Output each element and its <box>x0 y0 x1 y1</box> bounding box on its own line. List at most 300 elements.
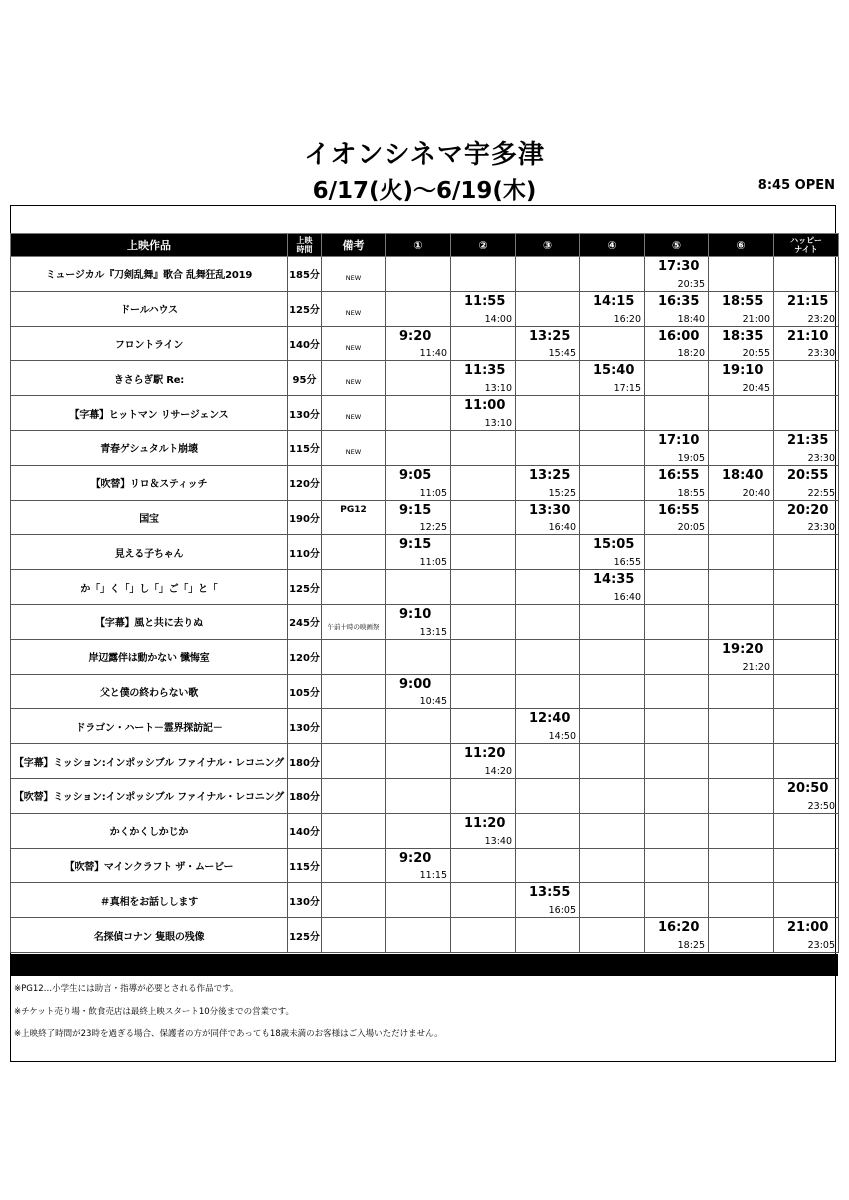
start-time: 20:55 <box>787 467 829 483</box>
showtime-cell[interactable] <box>645 291 709 326</box>
showtime-cell[interactable] <box>709 361 774 396</box>
showtime-cell <box>516 257 580 292</box>
end-time: 21:00 <box>742 313 770 325</box>
film-title: フロントライン <box>11 326 288 361</box>
start-time: 13:25 <box>529 467 571 483</box>
start-time: 9:00 <box>399 676 432 692</box>
showtime-cell <box>386 709 451 744</box>
film-title: 【字幕】ミッション:インポッシブル ファイナル・レコニング <box>11 744 288 779</box>
end-time: 20:35 <box>677 278 705 290</box>
end-time: 11:05 <box>419 487 447 499</box>
showtime-cell <box>386 639 451 674</box>
film-remarks <box>322 257 386 292</box>
showtime-cell[interactable] <box>451 744 516 779</box>
start-time: 16:20 <box>658 920 700 936</box>
film-row <box>11 848 839 883</box>
end-time: 23:50 <box>807 800 835 812</box>
film-row <box>11 361 839 396</box>
film-row <box>11 291 839 326</box>
showtime-cell[interactable] <box>451 361 516 396</box>
film-row <box>11 465 839 500</box>
film-row <box>11 744 839 779</box>
end-time: 14:50 <box>548 731 576 743</box>
remarks-badge: NEW <box>345 274 362 282</box>
showtime-cell <box>451 500 516 535</box>
film-title: 見える子ちゃん <box>11 535 288 570</box>
showtime-cell[interactable] <box>645 430 709 465</box>
showtime-cell <box>580 430 645 465</box>
film-row <box>11 709 839 744</box>
showtime-cell[interactable] <box>386 674 451 709</box>
showtime-cell[interactable] <box>709 465 774 500</box>
showtime-cell[interactable] <box>645 465 709 500</box>
remarks-badge: NEW <box>345 308 362 317</box>
showtime-cell <box>645 604 709 639</box>
end-time: 15:25 <box>548 487 576 499</box>
end-time: 20:05 <box>677 522 705 534</box>
showtime-cell <box>774 396 839 431</box>
start-time: 15:05 <box>593 537 635 553</box>
showtime-cell <box>451 535 516 570</box>
film-remarks <box>322 396 386 431</box>
showtime-cell[interactable] <box>774 430 839 465</box>
end-time: 16:55 <box>613 557 641 569</box>
start-time: 19:10 <box>722 363 764 379</box>
film-duration: 120分 <box>288 639 322 674</box>
start-time: 9:10 <box>399 606 432 622</box>
film-remarks <box>322 535 386 570</box>
start-time: 9:20 <box>399 850 432 866</box>
footnote: ※上映終了時間が23時を過ぎる場合、保護者の方が同伴であっても18歳未満のお客様はご入場いただけません。 <box>14 1029 443 1039</box>
film-row <box>11 430 839 465</box>
showtime-cell <box>451 604 516 639</box>
film-remarks <box>322 326 386 361</box>
showtime-cell <box>386 744 451 779</box>
showtime-cell <box>580 604 645 639</box>
showtime-cell[interactable] <box>451 813 516 848</box>
end-time: 19:05 <box>677 452 705 464</box>
showtime-cell <box>451 639 516 674</box>
end-time: 11:40 <box>419 348 447 360</box>
film-duration: 125分 <box>288 918 322 953</box>
showtime-cell[interactable] <box>580 570 645 605</box>
end-time: 13:15 <box>419 626 447 638</box>
end-time: 16:20 <box>613 313 641 325</box>
end-time: 16:40 <box>548 522 576 534</box>
date-range: 6/17(火)〜6/19(木) <box>312 178 537 204</box>
film-row <box>11 813 839 848</box>
start-time: 19:20 <box>722 641 764 657</box>
film-duration: 245分 <box>288 604 322 639</box>
start-time: 14:35 <box>593 572 635 588</box>
end-time: 20:55 <box>742 348 770 360</box>
showtime-cell[interactable] <box>709 639 774 674</box>
showtime-cell <box>386 430 451 465</box>
showtime-cell <box>645 639 709 674</box>
film-remarks <box>322 744 386 779</box>
showtime-cell <box>645 570 709 605</box>
showtime-cell <box>774 848 839 883</box>
start-time: 17:10 <box>658 432 700 448</box>
header-slot-1: ① <box>386 234 451 257</box>
showtime-cell <box>580 674 645 709</box>
film-row <box>11 918 839 953</box>
start-time: 11:55 <box>464 293 506 309</box>
film-remarks <box>322 674 386 709</box>
showtime-cell[interactable] <box>451 396 516 431</box>
start-time: 15:40 <box>593 363 635 379</box>
film-title: かくかくしかじか <box>11 813 288 848</box>
showtime-cell <box>645 744 709 779</box>
showtime-cell <box>451 883 516 918</box>
showtime-cell[interactable] <box>774 326 839 361</box>
showtime-cell <box>386 291 451 326</box>
showtime-cell <box>386 361 451 396</box>
remarks-badge: PG12 <box>340 504 367 515</box>
film-duration: 130分 <box>288 709 322 744</box>
film-duration: 95分 <box>288 361 322 396</box>
end-time: 13:10 <box>484 383 512 395</box>
end-time: 16:40 <box>613 591 641 603</box>
footnote: ※PG12…小学生には助言・指導が必要とされる作品です。 <box>14 984 239 994</box>
showtime-cell <box>580 813 645 848</box>
end-time: 20:40 <box>742 487 770 499</box>
film-row <box>11 396 839 431</box>
header-slot-2: ② <box>451 234 516 257</box>
showtime-cell <box>580 465 645 500</box>
film-title: 岸辺露伴は動かない 懺悔室 <box>11 639 288 674</box>
header-happy-night: ハッピー ナイト <box>774 234 839 257</box>
film-remarks <box>322 430 386 465</box>
showtime-cell <box>386 918 451 953</box>
showtime-cell[interactable] <box>709 291 774 326</box>
showtime-cell <box>451 326 516 361</box>
showtime-cell <box>709 500 774 535</box>
film-duration: 130分 <box>288 883 322 918</box>
showtime-cell <box>516 291 580 326</box>
showtime-cell <box>516 535 580 570</box>
remarks-badge: NEW <box>345 447 362 456</box>
schedule-table <box>10 233 839 953</box>
start-time: 21:10 <box>787 328 829 344</box>
film-title: 【吹替】ミッション:インポッシブル ファイナル・レコニング <box>11 778 288 813</box>
showtime-cell <box>451 465 516 500</box>
showtime-cell <box>580 778 645 813</box>
table-footer-bar <box>10 954 838 976</box>
film-duration: 130分 <box>288 396 322 431</box>
start-time: 9:15 <box>399 537 432 553</box>
start-time: 11:00 <box>464 398 506 414</box>
film-duration: 185分 <box>288 257 322 292</box>
start-time: 20:50 <box>787 780 829 796</box>
showtime-cell <box>451 918 516 953</box>
film-title: 青春ゲシュタルト崩壊 <box>11 430 288 465</box>
showtime-cell <box>774 257 839 292</box>
showtime-cell <box>451 257 516 292</box>
start-time: 20:20 <box>787 502 829 518</box>
showtime-cell[interactable] <box>516 500 580 535</box>
showtime-cell[interactable] <box>645 918 709 953</box>
film-row <box>11 604 839 639</box>
end-time: 12:25 <box>419 522 447 534</box>
end-time: 18:20 <box>677 348 705 360</box>
header-title: 上映作品 <box>11 234 288 257</box>
showtime-cell[interactable] <box>774 291 839 326</box>
start-time: 9:15 <box>399 502 432 518</box>
film-remarks <box>322 465 386 500</box>
start-time: 18:35 <box>722 328 764 344</box>
showtime-cell <box>516 604 580 639</box>
end-time: 23:30 <box>807 452 835 464</box>
showtime-cell <box>580 709 645 744</box>
film-duration: 180分 <box>288 744 322 779</box>
film-duration: 125分 <box>288 570 322 605</box>
start-time: 18:55 <box>722 293 764 309</box>
showtime-cell[interactable] <box>580 291 645 326</box>
film-remarks <box>322 813 386 848</box>
start-time: 11:20 <box>464 815 506 831</box>
remarks-badge: NEW <box>345 378 362 387</box>
showtime-cell <box>645 361 709 396</box>
showtime-cell <box>774 883 839 918</box>
showtime-cell <box>386 570 451 605</box>
showtime-cell[interactable] <box>580 535 645 570</box>
showtime-cell <box>580 918 645 953</box>
start-time: 11:20 <box>464 746 506 762</box>
showtime-cell <box>774 744 839 779</box>
remarks-badge: NEW <box>345 343 362 352</box>
showtime-cell <box>709 257 774 292</box>
end-time: 13:40 <box>484 835 512 847</box>
film-remarks <box>322 639 386 674</box>
film-duration: 180分 <box>288 778 322 813</box>
showtime-cell <box>516 813 580 848</box>
film-remarks <box>322 848 386 883</box>
start-time: 16:35 <box>658 293 700 309</box>
start-time: 17:30 <box>658 259 700 274</box>
showtime-cell[interactable] <box>386 500 451 535</box>
film-title: きさらぎ駅 Re: <box>11 361 288 396</box>
film-row <box>11 500 839 535</box>
showtime-cell <box>386 813 451 848</box>
film-duration: 190分 <box>288 500 322 535</box>
end-time: 20:45 <box>742 383 770 395</box>
showtime-cell <box>516 848 580 883</box>
end-time: 16:05 <box>548 905 576 917</box>
showtime-cell <box>386 883 451 918</box>
showtime-cell <box>774 604 839 639</box>
film-duration: 140分 <box>288 326 322 361</box>
start-time: 16:55 <box>658 502 700 518</box>
start-time: 11:35 <box>464 363 506 379</box>
showtime-cell[interactable] <box>774 778 839 813</box>
showtime-cell <box>451 848 516 883</box>
start-time: 13:25 <box>529 328 571 344</box>
showtime-cell <box>451 430 516 465</box>
showtime-cell <box>774 674 839 709</box>
showtime-cell <box>774 709 839 744</box>
theater-title: イオンシネマ宇多津 <box>304 140 545 170</box>
film-remarks <box>322 604 386 639</box>
film-title: ドラゴン・ハート－霊界探訪記－ <box>11 709 288 744</box>
start-time: 9:20 <box>399 328 432 344</box>
showtime-cell <box>645 848 709 883</box>
showtime-cell[interactable] <box>774 918 839 953</box>
end-time: 10:45 <box>419 696 447 708</box>
showtime-cell <box>516 361 580 396</box>
showtime-cell <box>580 500 645 535</box>
start-time: 21:35 <box>787 432 829 448</box>
showtime-cell[interactable] <box>386 535 451 570</box>
showtime-cell <box>645 778 709 813</box>
header-slot-3: ③ <box>516 234 580 257</box>
showtime-cell <box>709 848 774 883</box>
end-time: 11:15 <box>419 870 447 882</box>
film-duration: 140分 <box>288 813 322 848</box>
end-time: 18:25 <box>677 939 705 951</box>
film-row <box>11 674 839 709</box>
showtime-cell <box>709 883 774 918</box>
showtime-cell <box>516 430 580 465</box>
film-duration: 115分 <box>288 430 322 465</box>
film-title: 【吹替】リロ＆スティッチ <box>11 465 288 500</box>
showtime-cell <box>709 918 774 953</box>
end-time: 15:45 <box>548 348 576 360</box>
showtime-cell <box>709 709 774 744</box>
film-row <box>11 326 839 361</box>
showtime-cell[interactable] <box>386 465 451 500</box>
showtime-cell[interactable] <box>645 257 709 292</box>
showtime-cell <box>645 883 709 918</box>
showtime-cell[interactable] <box>386 604 451 639</box>
open-time: 8:45 OPEN <box>757 178 835 193</box>
end-time: 18:40 <box>677 313 705 325</box>
showtime-cell <box>516 396 580 431</box>
showtime-cell <box>709 430 774 465</box>
film-remarks <box>322 778 386 813</box>
showtime-cell[interactable] <box>516 709 580 744</box>
remarks-badge: NEW <box>345 413 362 422</box>
header-slot-6: ⑥ <box>709 234 774 257</box>
start-time: 21:00 <box>787 920 829 936</box>
showtime-cell[interactable] <box>386 848 451 883</box>
showtime-cell <box>451 709 516 744</box>
remarks-badge: 午前十時の映画祭 <box>327 622 380 631</box>
end-time: 21:20 <box>742 661 770 673</box>
film-title: 名探偵コナン 隻眼の残像 <box>11 918 288 953</box>
showtime-cell <box>645 535 709 570</box>
end-time: 18:55 <box>677 487 705 499</box>
footnote: ※チケット売り場・飲食売店は最終上映スタート10分後までの営業です。 <box>14 1007 294 1017</box>
showtime-cell <box>774 535 839 570</box>
showtime-cell <box>516 778 580 813</box>
film-title: 【字幕】風と共に去りぬ <box>11 604 288 639</box>
showtime-cell <box>709 674 774 709</box>
showtime-cell[interactable] <box>580 361 645 396</box>
showtime-cell <box>386 778 451 813</box>
film-remarks <box>322 291 386 326</box>
showtime-cell[interactable] <box>516 465 580 500</box>
showtime-cell <box>774 570 839 605</box>
start-time: 12:40 <box>529 711 571 727</box>
showtime-cell <box>580 396 645 431</box>
end-time: 23:30 <box>807 348 835 360</box>
end-time: 11:05 <box>419 557 447 569</box>
showtime-cell[interactable] <box>451 291 516 326</box>
header-duration: 上映 時間 <box>288 234 322 257</box>
film-title: ＃真相をお話しします <box>11 883 288 918</box>
showtime-cell[interactable] <box>645 500 709 535</box>
showtime-cell <box>645 396 709 431</box>
film-title: か「」く「」し「」ご「」と「 <box>11 570 288 605</box>
start-time: 13:55 <box>529 885 571 901</box>
showtime-cell[interactable] <box>386 326 451 361</box>
showtime-cell <box>709 604 774 639</box>
start-time: 9:05 <box>399 467 432 483</box>
film-remarks <box>322 500 386 535</box>
film-title: 【吹替】マインクラフト ザ・ムービー <box>11 848 288 883</box>
header-remarks: 備考 <box>322 234 386 257</box>
start-time: 16:55 <box>658 467 700 483</box>
showtime-cell <box>386 257 451 292</box>
showtime-cell <box>580 257 645 292</box>
showtime-cell <box>709 813 774 848</box>
film-remarks <box>322 570 386 605</box>
showtime-cell <box>451 674 516 709</box>
film-duration: 120分 <box>288 465 322 500</box>
showtime-cell <box>451 778 516 813</box>
showtime-cell[interactable] <box>774 500 839 535</box>
showtime-cell <box>645 813 709 848</box>
start-time: 14:15 <box>593 293 635 309</box>
film-remarks <box>322 709 386 744</box>
film-row <box>11 257 839 292</box>
film-title: 【字幕】ヒットマン リサージェンス <box>11 396 288 431</box>
showtime-cell[interactable] <box>516 326 580 361</box>
film-title: 父と僕の終わらない歌 <box>11 674 288 709</box>
film-title: ドールハウス <box>11 291 288 326</box>
film-remarks <box>322 361 386 396</box>
end-time: 22:55 <box>807 487 835 499</box>
showtime-cell[interactable] <box>645 326 709 361</box>
showtime-cell <box>645 709 709 744</box>
showtime-cell <box>580 744 645 779</box>
film-duration: 105分 <box>288 674 322 709</box>
film-duration: 115分 <box>288 848 322 883</box>
showtime-cell <box>580 639 645 674</box>
film-row <box>11 778 839 813</box>
showtime-cell <box>645 674 709 709</box>
end-time: 23:05 <box>807 939 835 951</box>
end-time: 23:20 <box>807 313 835 325</box>
film-row <box>11 639 839 674</box>
end-time: 13:10 <box>484 417 512 429</box>
end-time: 14:20 <box>484 765 512 777</box>
film-row <box>11 883 839 918</box>
end-time: 23:30 <box>807 522 835 534</box>
showtime-cell[interactable] <box>774 465 839 500</box>
showtime-cell <box>709 778 774 813</box>
showtime-cell[interactable] <box>709 326 774 361</box>
film-title: 国宝 <box>11 500 288 535</box>
showtime-cell <box>580 848 645 883</box>
showtime-cell <box>451 570 516 605</box>
showtime-cell <box>774 361 839 396</box>
showtime-cell[interactable] <box>516 883 580 918</box>
end-time: 14:00 <box>484 313 512 325</box>
film-duration: 110分 <box>288 535 322 570</box>
showtime-cell <box>709 535 774 570</box>
